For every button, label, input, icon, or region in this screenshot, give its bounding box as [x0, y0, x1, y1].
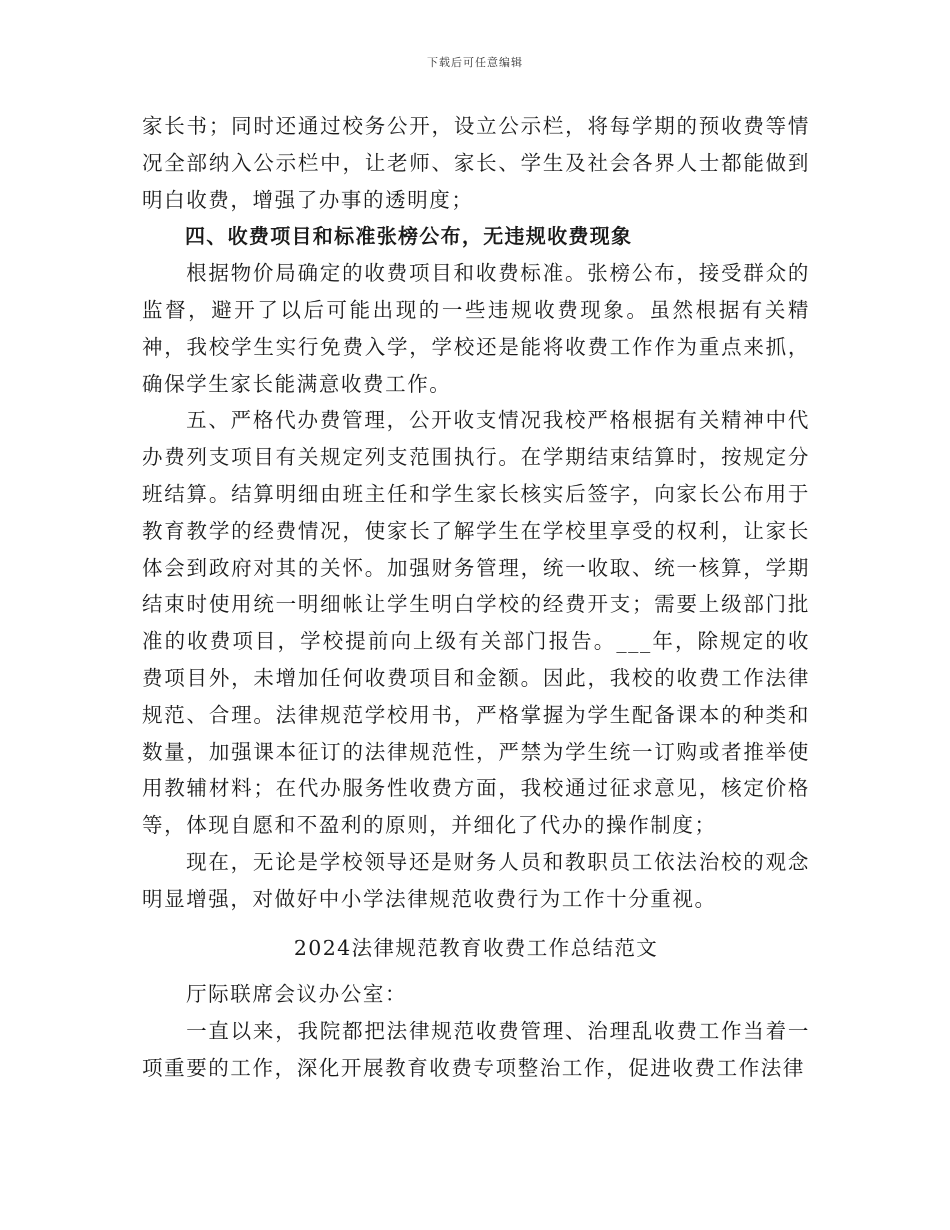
page-header: 下载后可任意编辑: [427, 56, 523, 69]
document-title: 2024法律规范教育收费工作总结范文: [293, 935, 659, 960]
paragraph-continuation: 家长书；同时还通过校务公开，设立公示栏，将每学期的预收费等情况全部纳入公示栏中，让老师、家长、学生及社会各界人士都能做到明白收费，增强了办事的透明度；: [142, 114, 810, 212]
paragraph-conclusion: 现在，无论是学校领导还是财务人员和教职员工依法治校的观念明显增强，对做好中小学法律规范收费行为工作十分重视。: [142, 849, 810, 911]
paragraph-agency-fees: 五、严格代办费管理，公开收支情况我校严格根据有关精神中代办费列支项目有关规定列支范围执行。在学期结束结算时，按规定分班结算。结算明细由班主任和学生家长核实后签字，向家长公布用于教育教学的经费情况，使家长了解学生在学校里享受的权利，让家长体会到政府对其的关怀。加强财务管理，统一收取、统一核算，学期结束时使用统一明细帐让学生明白学校的经费开支；需要上级部门批准的收费项目，学校提前向上级有关部门报告。___年，除规定的收费项目外，未增加任何收费项目和金额。因此，我校的收费工作法律规范、合理。法律规范学校用书，严格掌握为学生配备课本的种类和数量，加强课本征订的法律规范性，严禁为学生统一订购或者推举使用教辅材料；在代办服务性收费方面，我校通过征求意见，核定价格等，体现自愿和不盈利的原则，并细化了代办的操作制度；: [142, 408, 810, 838]
document-body: [142, 108, 810, 1087]
salutation: 厅际联席会议办公室：: [186, 982, 408, 1007]
paragraph-fee-items: 根据物价局确定的收费项目和收费标准。张榜公布，接受群众的监督，避开了以后可能出现的一些违规收费现象。虽然根据有关精神，我校学生实行免费入学，学校还是能将收费工作作为重点来抓，确保学生家长能满意收费工作。: [142, 261, 810, 396]
section-heading-4: 四、收费项目和标准张榜公布，无违规收费现象: [185, 224, 633, 249]
paragraph-intro: 一直以来，我院都把法律规范收费管理、治理乱收费工作当着一项重要的工作，深化开展教育收费专项整治工作，促进收费工作法律: [142, 1019, 810, 1080]
